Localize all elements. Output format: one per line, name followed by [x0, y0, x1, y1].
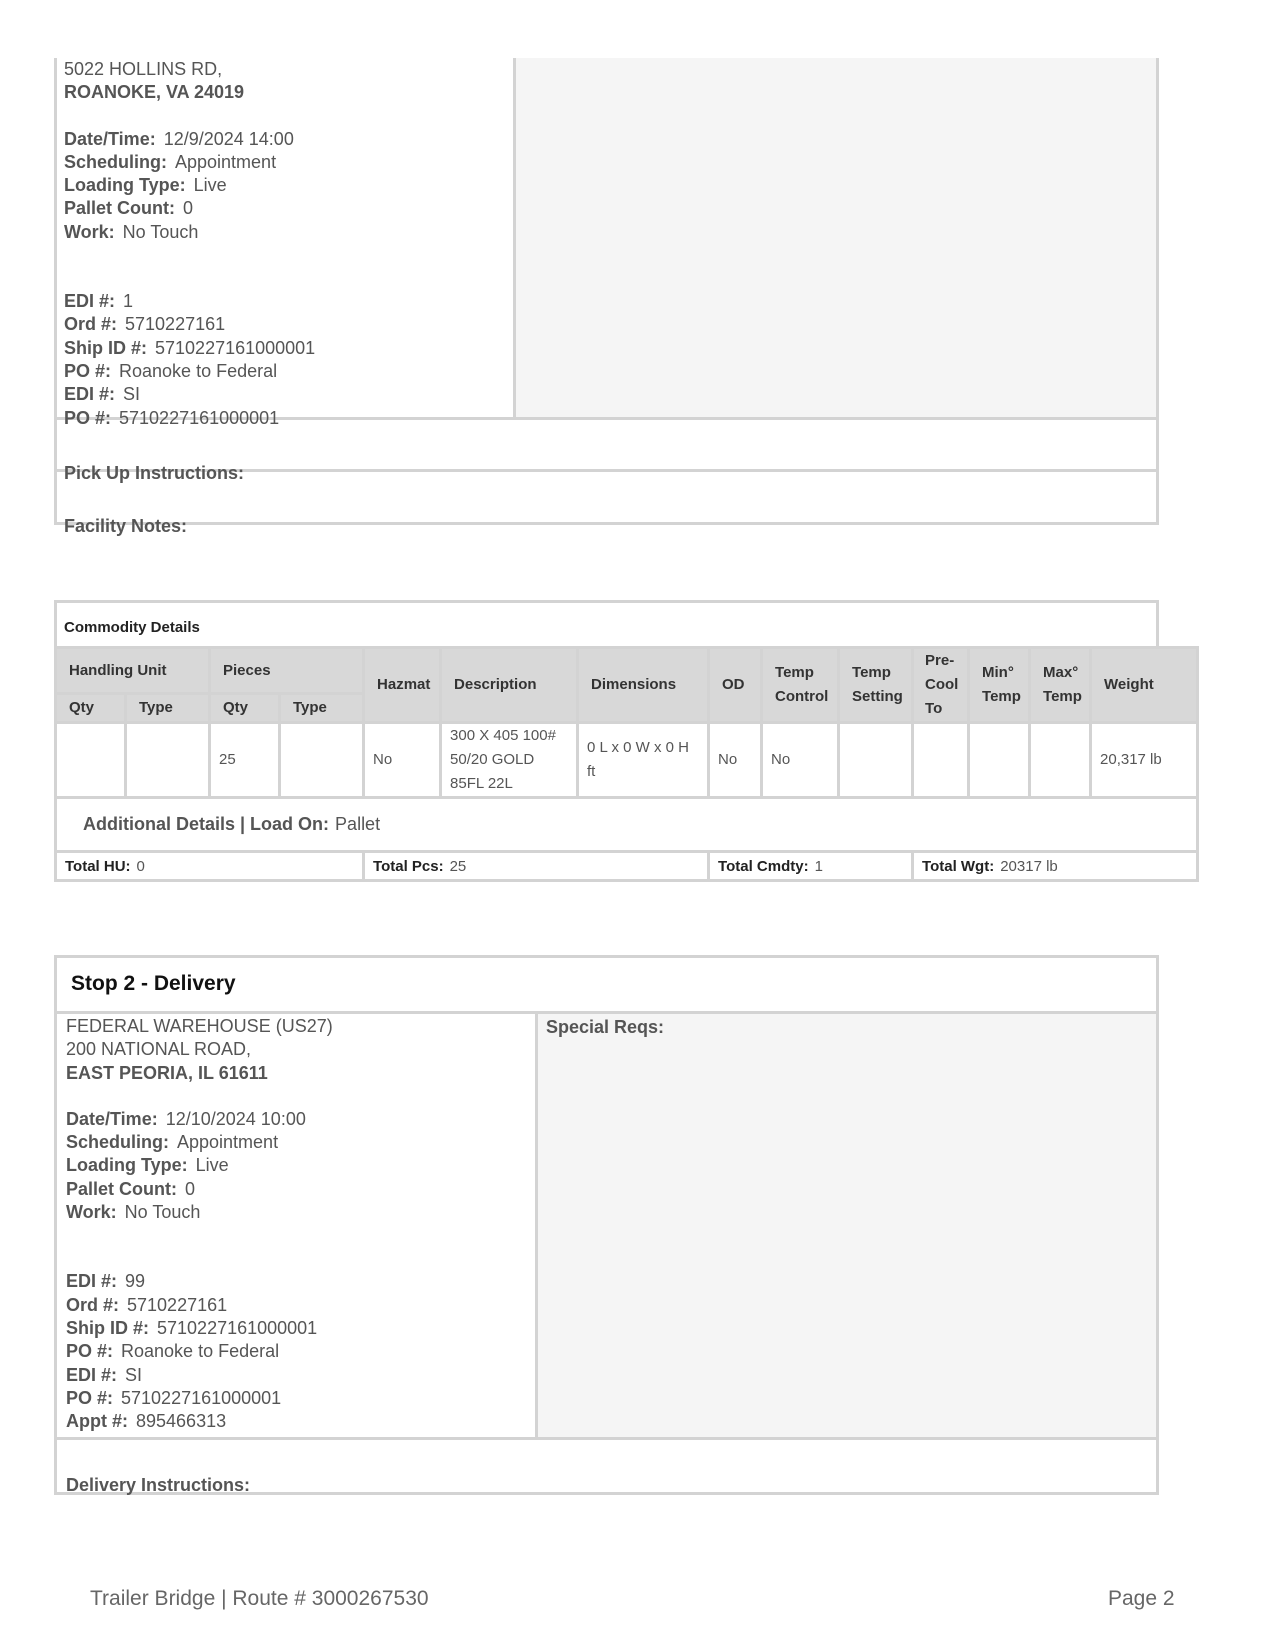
- commodity-table: [54, 646, 1199, 882]
- stop1-ref: [64, 337, 315, 360]
- stop2-field: [66, 1154, 333, 1177]
- stop2-field: [66, 1178, 333, 1201]
- ref-label: EDI #:: [66, 1364, 118, 1385]
- total-label: Total HU:: [65, 857, 131, 875]
- field-value: Live: [195, 1155, 229, 1176]
- cell-pcs-qty: 25: [210, 723, 280, 798]
- hdr-temp-control: Temp Control: [762, 648, 839, 723]
- ref-value: 5710227161000001: [119, 407, 280, 428]
- facility-notes-label: Facility Notes:: [64, 516, 188, 536]
- total-label: Total Cmdty:: [718, 857, 809, 875]
- cell-min-temp: [969, 723, 1030, 798]
- ref-label: EDI #:: [64, 384, 116, 405]
- stop2-ref: [66, 1387, 333, 1410]
- field-label: Loading Type:: [64, 175, 186, 196]
- total-cmdty: [709, 852, 913, 881]
- ref-value: 1: [123, 291, 134, 312]
- ref-label: PO #:: [66, 1341, 114, 1362]
- total-label: Total Pcs:: [373, 857, 444, 875]
- hdr-temp-setting: Temp Setting: [839, 648, 913, 723]
- stop1-field: [64, 221, 315, 244]
- field-value: No Touch: [124, 1202, 201, 1223]
- field-value: 0: [183, 198, 194, 219]
- cell-pcs-type: [280, 723, 364, 798]
- field-value: Appointment: [175, 151, 277, 172]
- total-pcs: [364, 852, 709, 881]
- stop2-right-panel: [535, 1014, 1156, 1439]
- footer-route: Trailer Bridge | Route # 3000267530: [90, 1587, 429, 1610]
- delivery-instructions-label: Delivery Instructions:: [66, 1475, 251, 1495]
- stop1-ref: [64, 383, 315, 406]
- stop1-city-line: ROANOKE, VA 24019: [64, 82, 245, 103]
- ref-value: 5710227161000001: [157, 1317, 318, 1338]
- pickup-instructions-label: Pick Up Instructions:: [64, 463, 245, 483]
- cell-description: 300 X 405 100# 50/20 GOLD 85FL 22L: [441, 723, 578, 798]
- additional-details-label: Additional Details | Load On:: [83, 814, 330, 834]
- stop2-ref: [66, 1270, 333, 1293]
- ref-value: 895466313: [136, 1411, 227, 1432]
- hdr-pre-cool: Pre-Cool To: [913, 648, 969, 723]
- cell-hazmat: No: [364, 723, 441, 798]
- stop2-address-line: 200 NATIONAL ROAD,: [66, 1039, 252, 1060]
- field-value: No Touch: [122, 221, 199, 242]
- hdr-pcs-type: Type: [280, 694, 364, 723]
- total-label: Total Wgt:: [922, 857, 995, 875]
- total-value: 1: [814, 857, 823, 875]
- commodity-title: Commodity Details: [64, 619, 200, 636]
- field-value: Appointment: [177, 1132, 279, 1153]
- ref-label: Ship ID #:: [66, 1317, 150, 1338]
- stop2-field: [66, 1201, 333, 1224]
- field-label: Scheduling:: [66, 1132, 169, 1153]
- stop2-title: Stop 2 - Delivery: [71, 972, 236, 995]
- field-label: Date/Time:: [64, 128, 156, 149]
- stop1-field: [64, 174, 315, 197]
- stop2-address-block: [66, 1015, 333, 1433]
- stop2-bottom-divider: [57, 1437, 1156, 1440]
- ref-value: Roanoke to Federal: [121, 1341, 280, 1362]
- hdr-description: Description: [441, 648, 578, 723]
- hdr-weight: Weight: [1091, 648, 1198, 723]
- ref-value: 5710227161: [125, 314, 226, 335]
- field-label: Pallet Count:: [64, 198, 175, 219]
- ref-value: 99: [125, 1271, 146, 1292]
- total-wgt: [913, 852, 1198, 881]
- ref-label: EDI #:: [64, 291, 116, 312]
- stop1-ref: [64, 290, 315, 313]
- ref-label: Ord #:: [64, 314, 118, 335]
- field-label: Work:: [66, 1202, 117, 1223]
- total-value: 25: [449, 857, 467, 875]
- stop2-field: [66, 1108, 333, 1131]
- cell-temp-control: No: [762, 723, 839, 798]
- ref-label: PO #:: [64, 407, 112, 428]
- stop2-ref: [66, 1294, 333, 1317]
- hdr-pcs-qty: Qty: [210, 694, 280, 723]
- cell-weight: 20,317 lb: [1091, 723, 1198, 798]
- field-label: Loading Type:: [66, 1155, 188, 1176]
- stop1-right-panel: [513, 58, 1156, 419]
- total-value: 20317 lb: [1000, 857, 1058, 875]
- stop2-field: [66, 1131, 333, 1154]
- ref-value: SI: [123, 384, 141, 405]
- field-label: Work:: [64, 221, 115, 242]
- stop2-ref: [66, 1410, 333, 1433]
- ref-value: 5710227161000001: [155, 337, 316, 358]
- total-hu: [56, 852, 364, 881]
- hdr-max-temp: Max° Temp: [1030, 648, 1091, 723]
- field-label: Pallet Count:: [66, 1178, 177, 1199]
- hdr-min-temp: Min° Temp: [969, 648, 1030, 723]
- ref-value: 5710227161000001: [121, 1387, 282, 1408]
- cell-hu-qty: [56, 723, 126, 798]
- stop1-field: [64, 151, 315, 174]
- additional-details-row: [56, 798, 1198, 852]
- cell-dimensions: 0 L x 0 W x 0 H ft: [578, 723, 709, 798]
- field-value: Live: [193, 175, 227, 196]
- field-label: Date/Time:: [66, 1108, 158, 1129]
- ref-value: Roanoke to Federal: [119, 360, 278, 381]
- stop2-city-line: EAST PEORIA, IL 61611: [66, 1062, 268, 1083]
- stop1-address-block: [64, 58, 315, 430]
- stop1-ref: [64, 360, 315, 383]
- commodity-title-bar: [54, 600, 1159, 649]
- ref-label: EDI #:: [66, 1271, 118, 1292]
- ref-label: PO #:: [64, 360, 112, 381]
- cell-hu-type: [126, 723, 210, 798]
- hdr-dimensions: Dimensions: [578, 648, 709, 723]
- total-value: 0: [136, 857, 145, 875]
- field-value: 12/10/2024 10:00: [165, 1108, 306, 1129]
- cell-temp-setting: [839, 723, 913, 798]
- ref-label: PO #:: [66, 1387, 114, 1408]
- cell-od: No: [709, 723, 762, 798]
- stop2-ref: [66, 1364, 333, 1387]
- special-reqs-label: Special Reqs:: [546, 1017, 665, 1037]
- hdr-od: OD: [709, 648, 762, 723]
- field-value: 12/9/2024 14:00: [163, 128, 294, 149]
- stop1-field: [64, 128, 315, 151]
- ref-value: SI: [125, 1364, 143, 1385]
- hdr-pieces: Pieces: [210, 648, 364, 694]
- field-value: 0: [185, 1178, 196, 1199]
- cell-pre-cool: [913, 723, 969, 798]
- cell-max-temp: [1030, 723, 1091, 798]
- hdr-handling-unit: Handling Unit: [56, 648, 210, 694]
- ref-label: Appt #:: [66, 1411, 128, 1432]
- stop1-field: [64, 197, 315, 220]
- stop1-ref: [64, 407, 315, 430]
- hdr-hu-type: Type: [126, 694, 210, 723]
- ref-label: Ship ID #:: [64, 337, 148, 358]
- footer-page-number: Page 2: [1108, 1587, 1175, 1610]
- stop2-ref: [66, 1317, 333, 1340]
- stop2-ref: [66, 1340, 333, 1363]
- field-label: Scheduling:: [64, 151, 167, 172]
- ref-label: Ord #:: [66, 1294, 120, 1315]
- hdr-hu-qty: Qty: [56, 694, 126, 723]
- hdr-hazmat: Hazmat: [364, 648, 441, 723]
- additional-details-value: Pallet: [335, 814, 381, 834]
- stop2-facility-name: FEDERAL WAREHOUSE (US27): [66, 1016, 333, 1036]
- stop1-ref: [64, 313, 315, 336]
- stop1-address-line: 5022 HOLLINS RD,: [64, 59, 223, 79]
- ref-value: 5710227161: [127, 1294, 228, 1315]
